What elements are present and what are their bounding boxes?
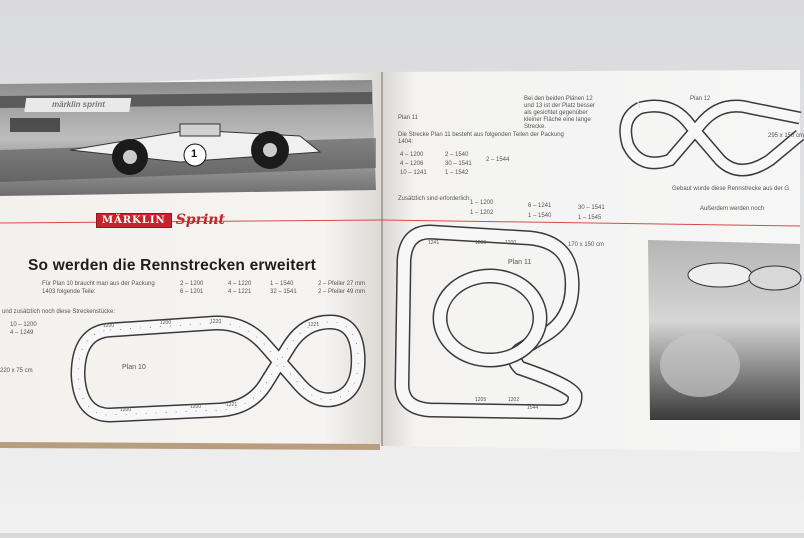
track-code: 1202 xyxy=(508,397,520,403)
blurred-foreground xyxy=(660,333,740,397)
add-part: 6 – 1241 xyxy=(528,203,552,209)
additional-intro: und zusätzlich noch diese Streckenstücke: xyxy=(2,309,116,315)
plan11-label: Plan 11 xyxy=(508,259,532,266)
plan12-caption: Gebaut wurde diese Rennstrecke aus der G xyxy=(672,186,790,192)
plan10-label: Plan 10 xyxy=(122,364,146,371)
plan11-part: 2 – 1540 xyxy=(445,152,469,158)
brand-line: Sprint xyxy=(175,212,225,228)
track-code: 1200 xyxy=(103,323,115,329)
track-code: 1200 xyxy=(190,404,202,410)
add-part: 1 – 1545 xyxy=(578,215,602,221)
parts-col4-b: 2 – Pfeiler 49 mm xyxy=(318,289,366,295)
plan12-title: Plan 12 xyxy=(690,96,711,102)
parts-col2-b: 4 – 1221 xyxy=(228,289,252,295)
track-code: 1200 xyxy=(505,240,517,246)
track-code: 1221 xyxy=(308,322,320,328)
plan10-size: 220 x 75 cm xyxy=(0,368,33,374)
intro-line-2: 1403 folgende Teile: xyxy=(42,289,96,295)
photo-banner-text: märklin sprint xyxy=(52,100,105,109)
track-code: 1544 xyxy=(527,405,539,411)
track-code: 1200 xyxy=(120,407,132,413)
additional-part-1: 10 – 1200 xyxy=(10,322,37,328)
add-part: 1 – 1540 xyxy=(528,213,552,219)
parts-col1-b: 6 – 1201 xyxy=(180,289,204,295)
additional-intro-right: Zusätzlich sind erforderlich: xyxy=(398,196,472,202)
parts-col4-a: 2 – Pfeiler 27 mm xyxy=(318,281,366,287)
plan11-desc-2: 1404: xyxy=(398,139,414,145)
add-part: 1 – 1200 xyxy=(470,200,494,206)
brand-name: MÄRKLIN xyxy=(96,213,172,228)
top-note-1: Bei den beiden Plänen 12 xyxy=(524,96,593,102)
top-note-4: kleiner Fläche eine lange xyxy=(524,117,591,123)
car-right-2 xyxy=(749,266,801,290)
add-part: 1 – 1202 xyxy=(470,210,494,216)
plan11-part: 4 – 1206 xyxy=(400,161,424,167)
car-right-1 xyxy=(688,263,752,287)
add-part: 30 – 1541 xyxy=(578,205,605,211)
track-code: 1200 xyxy=(475,240,487,246)
track-code: 1220 xyxy=(210,319,222,325)
intro-line-1: Für Plan 10 braucht man aus der Packung xyxy=(42,281,155,287)
plan11-part: 4 – 1200 xyxy=(400,152,424,158)
top-note-3: als gesichtet gegenüber xyxy=(524,110,588,116)
top-note-2: und 13 ist der Platz besser xyxy=(524,103,596,109)
page-heading: So werden die Rennstrecken erweitert xyxy=(28,257,317,274)
plan11-part: 30 – 1541 xyxy=(445,161,472,167)
parts-col3-a: 1 – 1540 xyxy=(270,281,294,287)
parts-col2-a: 4 – 1220 xyxy=(228,281,252,287)
plan11-title: Plan 11 xyxy=(398,115,418,121)
brand-logo xyxy=(96,212,225,228)
plan12-size: 295 x 150 cm xyxy=(768,133,804,139)
plan12-caption-2: Außerdem werden noch xyxy=(700,206,765,212)
plan11-size: 170 x 150 cm xyxy=(568,242,605,248)
additional-part-2: 4 – 1249 xyxy=(10,330,34,336)
parts-col3-b: 32 – 1541 xyxy=(270,289,297,295)
top-note-5: Strecke. xyxy=(524,124,547,130)
plan11-part: 10 – 1241 xyxy=(400,170,427,176)
track-code: 1241 xyxy=(428,240,440,246)
track-code: 1205 xyxy=(475,397,487,403)
plan11-desc-1: Die Strecke Plan 11 besteht aus folgenden Teilen der Packung xyxy=(398,132,564,138)
parts-col1-a: 2 – 1200 xyxy=(180,281,204,287)
track-code: 1200 xyxy=(160,320,172,326)
plan11-part: 1 – 1542 xyxy=(445,170,469,176)
track-code: 1221 xyxy=(226,402,238,408)
car-number: 1 xyxy=(191,148,198,160)
plan11-part: 2 – 1544 xyxy=(486,157,510,163)
